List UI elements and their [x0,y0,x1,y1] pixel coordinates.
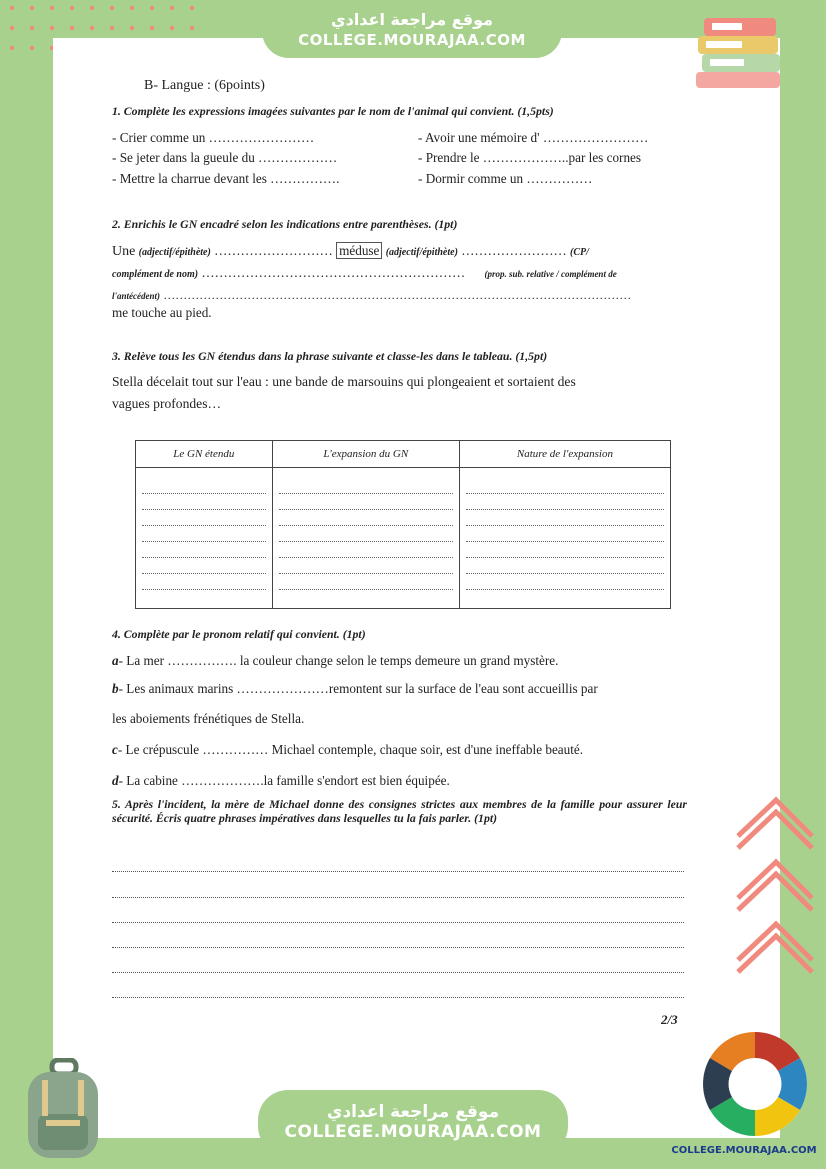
q1-left-1: - Crier comme un …………………… [112,130,315,145]
gn-cell-1[interactable] [136,468,273,609]
q1-right-3: - Dormir comme un …………… [418,171,593,186]
q4-b [112,681,598,697]
q4-c [112,742,583,758]
gn-cell-3[interactable] [459,468,670,609]
q4-a-text: - La mer ……………. la couleur change selon le temps demeure un grand mystère. [118,653,559,668]
q2-end: me touche au pied. [112,305,212,320]
gn-table [135,440,671,609]
q2-dots-2: …………………… [461,243,567,258]
q4-a-label: a [112,653,119,668]
gn-header-1: Le GN étendu [136,441,273,468]
header-banner[interactable] [262,4,562,58]
q2-hint-1: (adjectif/épithète) [138,247,211,258]
q1-left-2: - Se jeter dans la gueule du ……………… [112,150,338,165]
q4-d-label: d [112,773,119,788]
q2-hint-2: (adjectif/épithète) [385,247,458,258]
q4-d-text: - La cabine ……………….la famille s'endort est bien équipée. [118,773,450,788]
logo-text: COLLEGE.MOURAJAA.COM [671,1145,817,1156]
question-5-title: 5. Après l'incident, la mère de Michael donne des consignes strictes aux membres de la famille pour assurer leur sécurité. Écris quatre phrases impératives dans lesquelles tu la fais parler. (1pt) [112,797,687,825]
books-icon [690,14,790,94]
q2-boxed-word: méduse [336,242,382,259]
chevron-up-icon [732,790,818,1020]
q2-dots-1: ……………………… [214,243,333,258]
q2-hint-3b: complément de nom) [112,269,199,280]
q2-hint-4: (prop. sub. relative / complément de [484,269,617,279]
footer-banner[interactable] [258,1090,568,1156]
gn-cell-2[interactable] [272,468,459,609]
q4-b-cont: les aboiements frénétiques de Stella. [112,711,305,726]
q2-line-3 [112,287,631,303]
q1-left-3: - Mettre la charrue devant les ……………. [112,171,340,186]
footer-site[interactable]: COLLEGE.MOURAJAA.COM [284,1122,542,1142]
q4-a [112,653,558,669]
answer-line-3[interactable] [112,921,684,923]
q1-right-1: - Avoir une mémoire d' …………………… [418,130,649,145]
q4-b-text: - Les animaux marins …………………remontent sur la surface de l'eau sont accueillis par [118,681,598,696]
header-arabic: موقع مراجعة اعدادي [330,10,494,29]
backpack-icon [12,1058,112,1162]
q4-c-text: - Le crépuscule …………… Michael contemple, chaque soir, est d'une ineffable beauté. [117,742,584,757]
q2-une: Une [112,244,136,259]
page-number: 2/3 [661,1012,678,1027]
question-4-title: 4. Complète par le pronom relatif qui convient. (1pt) [112,627,366,641]
q4-b-label: b [112,681,119,696]
footer-arabic: موقع مراجعة اعدادي [326,1102,500,1122]
q2-dots-4: ……………………………………………………………………………………………………… [163,288,632,302]
q4-c-label: c [112,742,118,757]
question-1-title: 1. Complète les expressions imagées suivantes par le nom de l'animal qui convient. (1,5pts) [112,104,554,118]
answer-line-6[interactable] [112,996,684,998]
answer-line-4[interactable] [112,946,684,948]
answer-line-1[interactable] [112,870,684,872]
q2-line-1 [112,243,589,260]
q2-line-2 [112,265,617,281]
answer-line-5[interactable] [112,971,684,973]
college-logo-icon [692,1022,818,1140]
q2-dots-3: …………………………………………………… [201,265,466,280]
question-3-title: 3. Relève tous les GN étendus dans la phrase suivante et classe-les dans le tableau. (1,5pt) [112,349,548,363]
q1-right-2: - Prendre le ………………..par les cornes [418,150,642,165]
question-2-title: 2. Enrichis le GN encadré selon les indications entre parenthèses. (1pt) [112,217,458,231]
header-site[interactable]: COLLEGE.MOURAJAA.COM [298,31,526,49]
answer-line-2[interactable] [112,896,684,898]
section-title: B- Langue : (6points) [144,78,265,93]
q4-d [112,773,450,789]
q3-sentence-1: Stella décelait tout sur l'eau : une bande de marsouins qui plongeaient et sortaient des [112,374,576,389]
q3-sentence-2: vagues profondes… [112,396,222,411]
gn-header-3: Nature de l'expansion [459,441,670,468]
q2-hint-3: (CP/ [570,247,589,258]
q2-hint-4b: l'antécédent) [112,291,160,301]
gn-header-2: L'expansion du GN [272,441,459,468]
